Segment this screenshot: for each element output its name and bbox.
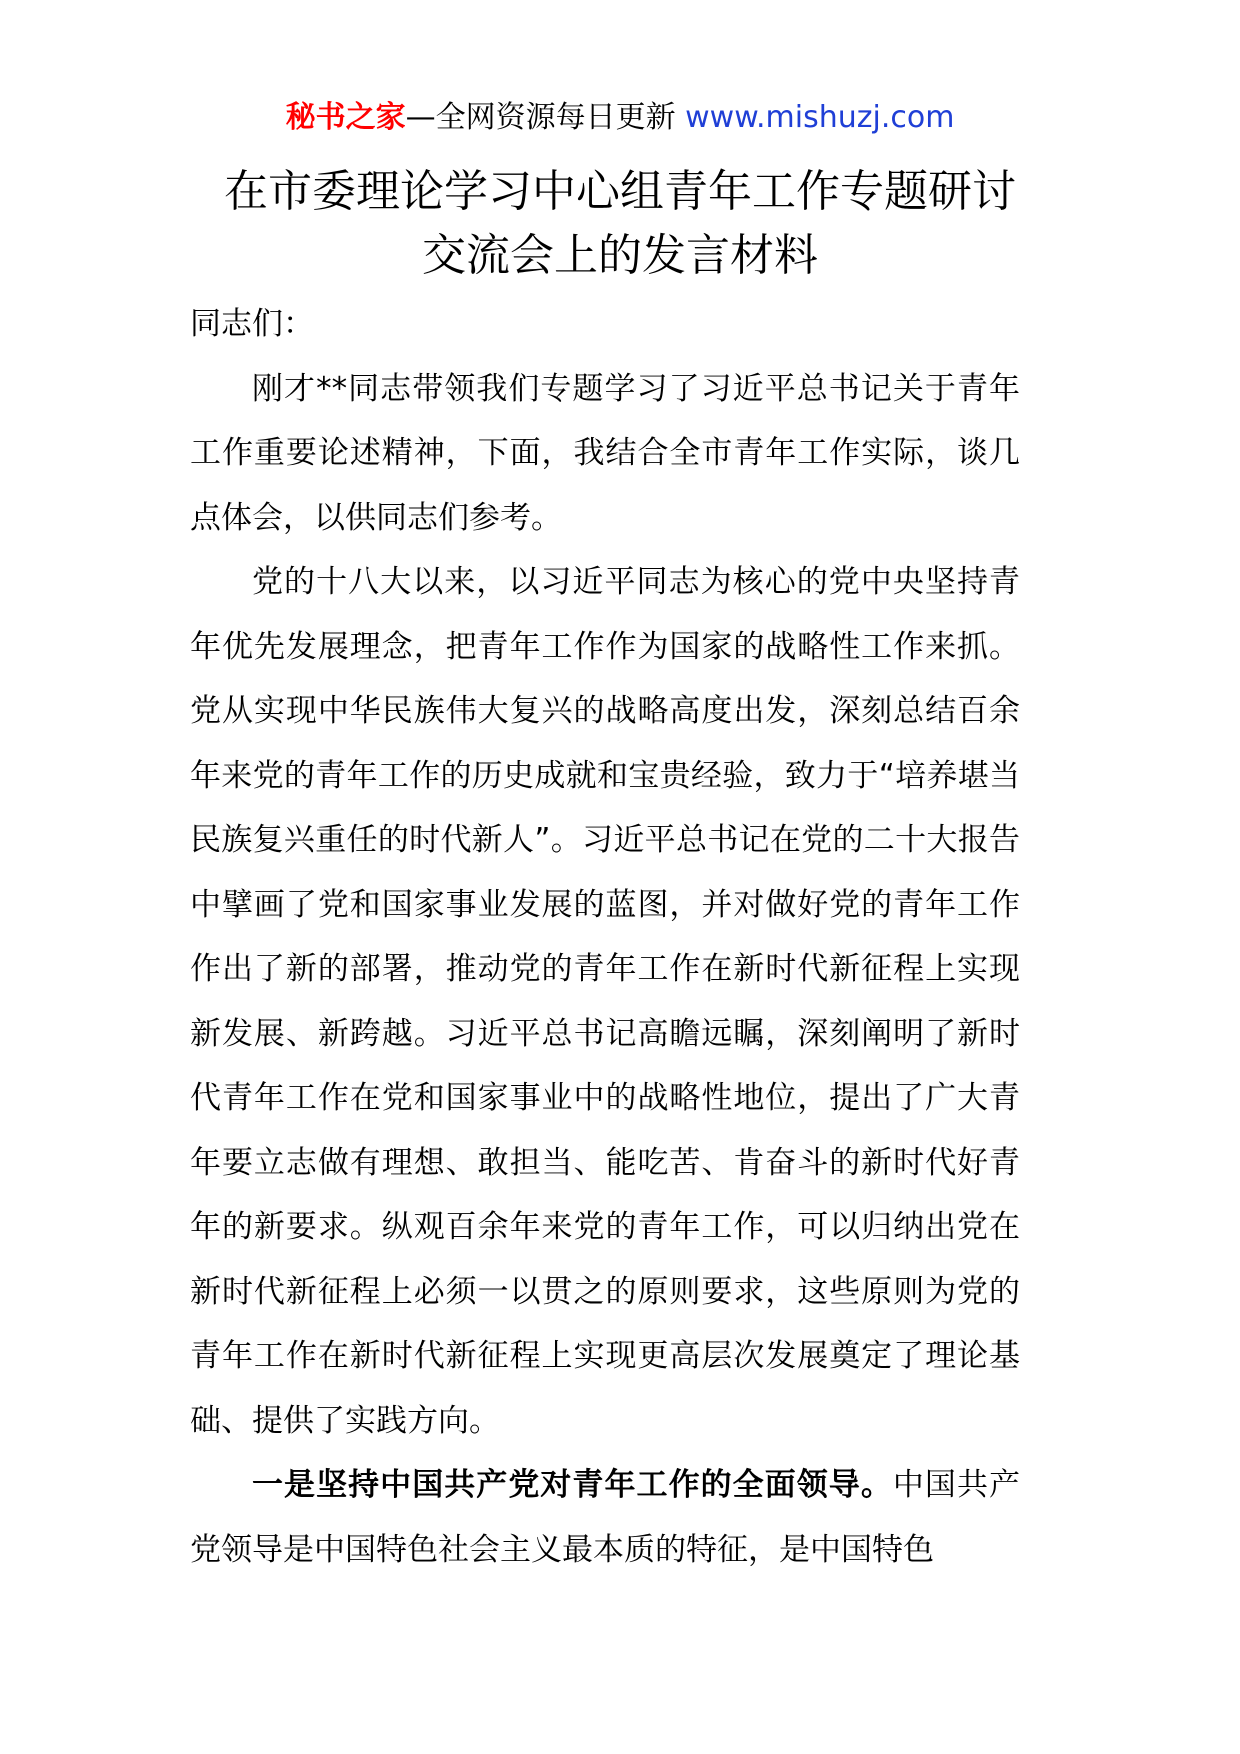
paragraph-intro: 刚才**同志带领我们专题学习了习近平总书记关于青年工作重要论述精神，下面，我结合全市青年工作实际，谈几点体会，以供同志们参考。 [190, 370, 1020, 536]
document-body [190, 292, 1020, 1582]
header-tagline: —全网资源每日更新 [405, 100, 686, 135]
document-title [140, 160, 1100, 288]
salutation: 同志们： [190, 306, 314, 342]
brand-name: 秘书之家 [285, 100, 406, 135]
point-one-heading: 一是坚持中国共产党对青年工作的全面领导。 [252, 1467, 893, 1503]
point-one-text: 中国共产党领导是中国特色社会主义最本质的特征，是中国特色 [190, 1467, 1021, 1568]
paragraph-background: 党的十八大以来，以习近平同志为核心的党中央坚持青年优先发展理念，把青年工作作为国家的战略性工作来抓。党从实现中华民族伟大复兴的战略高度出发，深刻总结百余年来党的青年工作的历史成就和宝贵经验，致力于“培养堪当民族复兴重任的时代新人”。习近平总书记在党的二十大报告中擘画了党和国家事业发展的蓝图，并对做好党的青年工作作出了新的部署，推动党的青年工作在新时代新征程上实现新发展、新跨越。习近平总书记高瞻远瞩，深刻阐明了新时代青年工作在党和国家事业中的战略性地位，提出了广大青年要立志做有理想、敢担当、能吃苦、肯奋斗的新时代好青年的新要求。纵观百余年来党的青年工作，可以归纳出党在新时代新征程上必须一以贯之的原则要求，这些原则为党的青年工作在新时代新征程上实现更高层次发展奠定了理论基础、提供了实践方向。 [190, 564, 1020, 1439]
site-header [0, 98, 1240, 138]
title-line-2: 交流会上的发言材料 [422, 230, 818, 281]
paragraph-point-one [190, 1453, 1020, 1582]
site-url-link[interactable]: www.mishuzj.com [685, 100, 955, 135]
title-line-1: 在市委理论学习中心组青年工作专题研讨 [224, 166, 1016, 217]
